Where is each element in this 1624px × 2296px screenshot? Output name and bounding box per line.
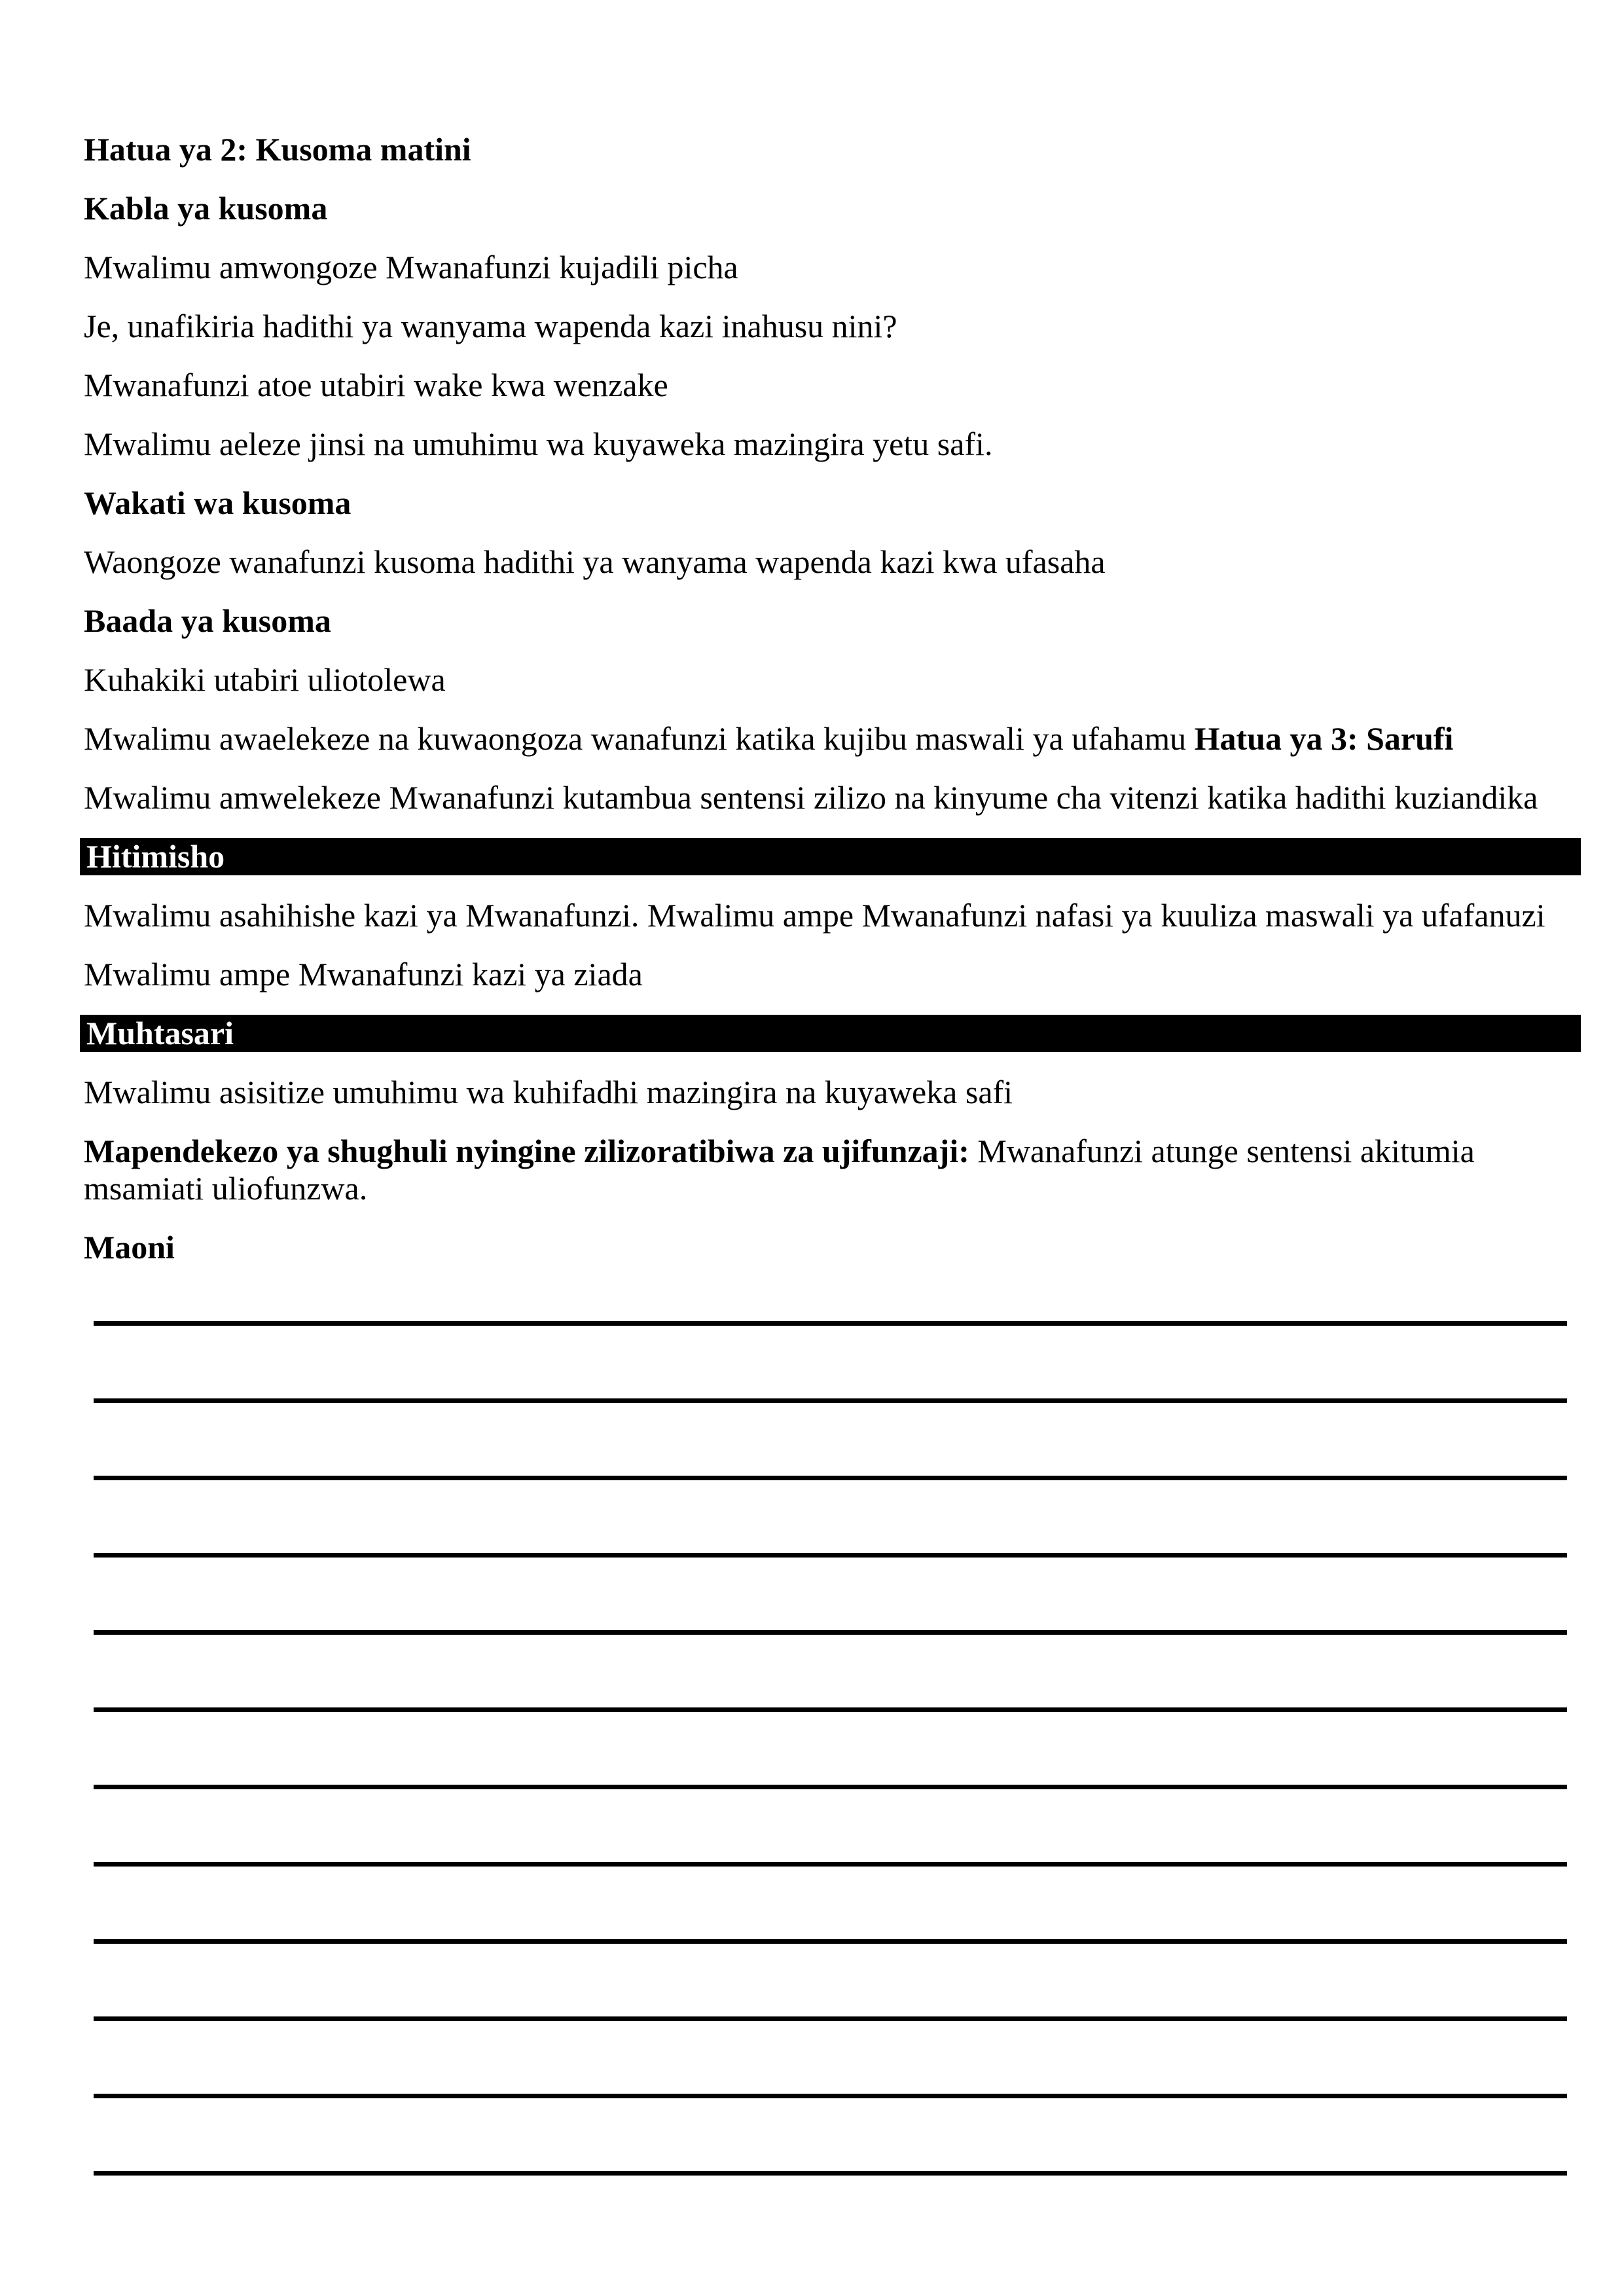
heading-during-reading: Wakati wa kusoma bbox=[84, 484, 352, 521]
para-verify: Kuhakiki utabiri uliotolewa bbox=[84, 661, 446, 698]
ruled-writing-line bbox=[94, 1785, 1567, 1789]
para-question: Je, unafikiria hadithi ya wanyama wapenda kazi inahusu nini? bbox=[84, 308, 897, 344]
para-recommendation-text: Mwanafunzi atunge sentensi akitumia msamiati uliofunzwa. bbox=[84, 1133, 1475, 1207]
heading-step2: Hatua ya 2: Kusoma matini bbox=[84, 131, 471, 168]
comments-answer-lines bbox=[94, 1321, 1567, 2176]
para-extra-work: Mwalimu ampe Mwanafunzi kazi ya ziada bbox=[84, 956, 643, 993]
heading-comments: Maoni bbox=[84, 1229, 175, 1266]
para-comprehension-plain: Mwalimu awaelekeze na kuwaongoza wanafunzi katika kujibu maswali ya ufahamu bbox=[84, 720, 1195, 757]
para-sentences: Mwalimu amwelekeze Mwanafunzi kutambua sentensi zilizo na kinyume cha vitenzi katika hadithi kuziandika bbox=[84, 779, 1538, 816]
ruled-writing-line bbox=[94, 1630, 1567, 1635]
para-comprehension bbox=[84, 720, 1567, 757]
ruled-writing-line bbox=[94, 1476, 1567, 1480]
para-environment: Mwalimu aeleze jinsi na umuhimu wa kuyaweka mazingira yetu safi. bbox=[84, 426, 993, 462]
para-guide-picture: Mwalimu amwongoze Mwanafunzi kujadili picha bbox=[84, 249, 738, 285]
ruled-writing-line bbox=[94, 1553, 1567, 1558]
para-guide-reading: Waongoze wanafunzi kusoma hadithi ya wanyama wapenda kazi kwa ufasaha bbox=[84, 543, 1106, 580]
heading-before-reading: Kabla ya kusoma bbox=[84, 190, 328, 227]
ruled-writing-line bbox=[94, 1321, 1567, 1326]
heading-after-reading: Baada ya kusoma bbox=[84, 602, 331, 639]
para-recommendation bbox=[84, 1133, 1567, 1207]
para-comprehension-bold-step3: Hatua ya 3: Sarufi bbox=[1194, 720, 1454, 757]
banner-summary: Muhtasari bbox=[80, 1015, 1581, 1052]
para-prediction: Mwanafunzi atoe utabiri wake kwa wenzake bbox=[84, 367, 668, 403]
ruled-writing-line bbox=[94, 2094, 1567, 2098]
banner-conclusion: Hitimisho bbox=[80, 838, 1581, 875]
ruled-writing-line bbox=[94, 2171, 1567, 2176]
para-correct-work: Mwalimu asahihishe kazi ya Mwanafunzi. Mwalimu ampe Mwanafunzi nafasi ya kuuliza maswali ya ufafanuzi bbox=[84, 897, 1545, 934]
ruled-writing-line bbox=[94, 1398, 1567, 1403]
ruled-writing-line bbox=[94, 2016, 1567, 2021]
ruled-writing-line bbox=[94, 1939, 1567, 1944]
ruled-writing-line bbox=[94, 1862, 1567, 1867]
ruled-writing-line bbox=[94, 1707, 1567, 1712]
para-emphasize: Mwalimu asisitize umuhimu wa kuhifadhi mazingira na kuyaweka safi bbox=[84, 1074, 1013, 1110]
para-recommendation-label: Mapendekezo ya shughuli nyingine zilizoratibiwa za ujifunzaji: bbox=[84, 1133, 978, 1169]
